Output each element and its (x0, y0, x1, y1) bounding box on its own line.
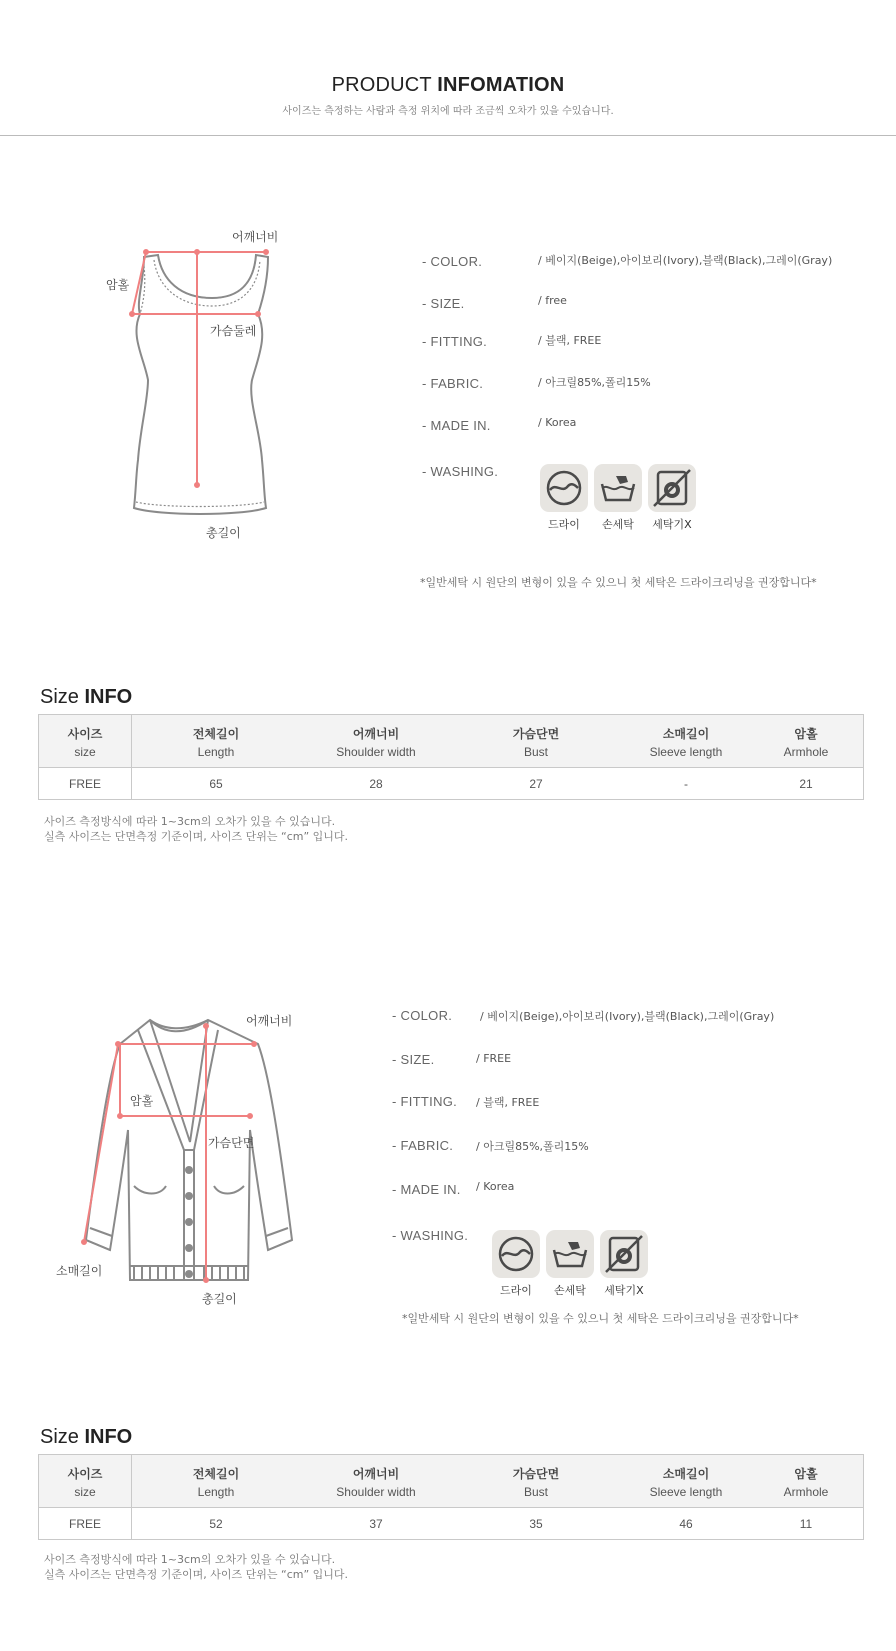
col-shoulder-en: Shoulder width (336, 745, 416, 759)
label-chest: 가슴둘레 (210, 324, 257, 338)
cardigan-buttons (185, 1166, 193, 1278)
spec-color-label: - COLOR. (392, 1008, 453, 1023)
cell-armhole: 21 (799, 777, 813, 791)
col-length-en: Length (197, 745, 235, 759)
size-note-line: 사이즈 측정방식에 따라 1~3cm의 오차가 있을 수 있습니다. (44, 815, 336, 828)
cell-size: FREE (68, 777, 101, 791)
cell-sleeve: 46 (679, 1517, 693, 1531)
spec-fabric-label: - FABRIC. (392, 1138, 454, 1153)
dress-measure-lines (130, 250, 268, 487)
col-shoulder-ko: 어깨너비 (352, 727, 400, 741)
size-note-line: 사이즈 측정방식에 따라 1~3cm의 오차가 있을 수 있습니다. (44, 1553, 336, 1566)
label-armhole: 암홀 (106, 278, 130, 292)
label-length: 총길이 (202, 1292, 237, 1306)
col-size-ko: 사이즈 (67, 727, 103, 741)
col-armhole-ko: 암홀 (794, 727, 818, 741)
col-length-en: Length (197, 1485, 235, 1499)
spec-fitting-label: - FITTING. (392, 1094, 458, 1109)
col-armhole-en: Armhole (783, 745, 829, 759)
spec-madein-label: - MADE IN. (422, 418, 491, 433)
spec-fitting-label: - FITTING. (422, 334, 488, 349)
dry-clean-caption: 드라이 (500, 1284, 532, 1297)
dry-clean-icon (540, 464, 588, 512)
label-armhole: 암홀 (130, 1094, 154, 1108)
col-shoulder (301, 725, 451, 759)
cell-shoulder: 28 (369, 777, 383, 791)
col-armhole (751, 725, 861, 759)
hand-wash-icon (594, 464, 642, 512)
col-length (151, 725, 281, 759)
page-title-bold: INFOMATION (437, 74, 565, 96)
size-notes (44, 1552, 348, 1582)
dress-diagram (100, 240, 300, 540)
size-table (38, 1454, 864, 1540)
col-size-en: size (74, 745, 96, 759)
spec-color-label: - COLOR. (422, 254, 483, 269)
header-divider (0, 135, 896, 136)
washing-note: *일반세탁 시 원단의 변형이 있을 수 있으니 첫 세탁은 드라이크리닝을 권장합니다* (420, 576, 817, 589)
col-sleeve-en: Sleeve length (649, 1485, 723, 1499)
cell-bust: 35 (529, 1517, 543, 1531)
spec-fitting-value: / 블랙, FREE (476, 1096, 540, 1109)
col-size (39, 1465, 131, 1499)
spec-fabric-label: - FABRIC. (422, 376, 484, 391)
cardigan-outline (86, 1020, 292, 1280)
spec-fabric-value: / 아크릴85%,폴리15% (476, 1140, 589, 1153)
label-chest: 가슴단면 (208, 1136, 255, 1150)
cell-bust: 27 (529, 777, 543, 791)
col-bust-en: Bust (523, 745, 548, 759)
col-shoulder (301, 1465, 451, 1499)
size-info-title (40, 1426, 132, 1449)
col-armhole-en: Armhole (783, 1485, 829, 1499)
page-subtitle: 사이즈는 측정하는 사람과 측정 위치에 따라 조금씩 오차가 있을 수있습니다. (282, 106, 614, 117)
size-info-title-light: Size (40, 1426, 85, 1448)
spec-madein-value: / Korea (538, 416, 577, 429)
spec-fabric-value: / 아크릴85%,폴리15% (538, 376, 651, 389)
cardigan-measure-lines (82, 1024, 256, 1282)
col-sleeve-ko: 소매길이 (662, 727, 710, 741)
cell-sleeve: - (684, 777, 688, 791)
size-note-line: 실측 사이즈는 단면측정 기준이며, 사이즈 단위는 “cm” 입니다. (44, 1568, 349, 1581)
no-machine-wash-caption: 세탁기X (604, 1284, 644, 1297)
col-armhole-ko: 암홀 (794, 1467, 818, 1481)
cardigan-diagram (54, 1010, 324, 1300)
size-info-title-bold: INFO (84, 686, 133, 708)
cell-shoulder: 37 (369, 1517, 383, 1531)
cell-length: 52 (209, 1517, 223, 1531)
col-sleeve (621, 725, 751, 759)
col-bust (471, 725, 601, 759)
no-machine-wash-icon (648, 464, 696, 512)
spec-washing-label: - WASHING. (422, 464, 499, 479)
size-info-title-light: Size (40, 686, 85, 708)
spec-size-label: - SIZE. (422, 296, 465, 311)
page-title-light: PRODUCT (331, 74, 438, 96)
cell-armhole: 11 (799, 1517, 813, 1531)
size-note-line: 실측 사이즈는 단면측정 기준이며, 사이즈 단위는 “cm” 입니다. (44, 830, 349, 843)
col-shoulder-ko: 어깨너비 (352, 1467, 400, 1481)
no-machine-wash-icon (600, 1230, 648, 1278)
col-size (39, 725, 131, 759)
spec-size-label: - SIZE. (392, 1052, 435, 1067)
size-table-divider (131, 1455, 132, 1539)
label-shoulder: 어깨너비 (232, 230, 279, 244)
page-title (0, 74, 896, 97)
col-armhole (751, 1465, 861, 1499)
spec-fitting-value: / 블랙, FREE (538, 334, 602, 347)
label-length: 총길이 (206, 526, 241, 540)
spec-madein-value: / Korea (476, 1180, 515, 1193)
hand-wash-caption: 손세탁 (554, 1284, 586, 1297)
spec-size-value: / free (538, 294, 567, 307)
washing-note: *일반세탁 시 원단의 변형이 있을 수 있으니 첫 세탁은 드라이크리닝을 권장합니다* (402, 1312, 799, 1325)
size-notes (44, 814, 348, 844)
col-bust-ko: 가슴단면 (512, 727, 560, 741)
col-length (151, 1465, 281, 1499)
spec-color-value: / 베이지(Beige),아이보리(Ivory),블랙(Black),그레이(Gray) (538, 254, 833, 267)
col-shoulder-en: Shoulder width (336, 1485, 416, 1499)
spec-size-value: / FREE (476, 1052, 512, 1065)
size-info-title (40, 686, 132, 709)
dress-outline (134, 255, 268, 514)
col-bust (471, 1465, 601, 1499)
col-length-ko: 전체길이 (192, 1467, 240, 1481)
hand-wash-caption: 손세탁 (602, 518, 634, 531)
spec-washing-label: - WASHING. (392, 1228, 469, 1243)
size-table-divider (131, 715, 132, 799)
cell-size: FREE (68, 1517, 101, 1531)
col-length-ko: 전체길이 (192, 727, 240, 741)
col-bust-ko: 가슴단면 (512, 1467, 560, 1481)
col-size-ko: 사이즈 (67, 1467, 103, 1481)
label-shoulder: 어깨너비 (246, 1014, 293, 1028)
dry-clean-caption: 드라이 (548, 518, 580, 531)
dry-clean-icon (492, 1230, 540, 1278)
spec-color-value: / 베이지(Beige),아이보리(Ivory),블랙(Black),그레이(Gray) (480, 1010, 775, 1023)
hand-wash-icon (546, 1230, 594, 1278)
size-table (38, 714, 864, 800)
no-machine-wash-caption: 세탁기X (652, 518, 692, 531)
col-bust-en: Bust (523, 1485, 548, 1499)
spec-madein-label: - MADE IN. (392, 1182, 461, 1197)
size-info-title-bold: INFO (84, 1426, 133, 1448)
col-sleeve-ko: 소매길이 (662, 1467, 710, 1481)
cell-length: 65 (209, 777, 223, 791)
col-size-en: size (74, 1485, 96, 1499)
col-sleeve (621, 1465, 751, 1499)
label-sleeve: 소매길이 (56, 1264, 103, 1278)
col-sleeve-en: Sleeve length (649, 745, 723, 759)
